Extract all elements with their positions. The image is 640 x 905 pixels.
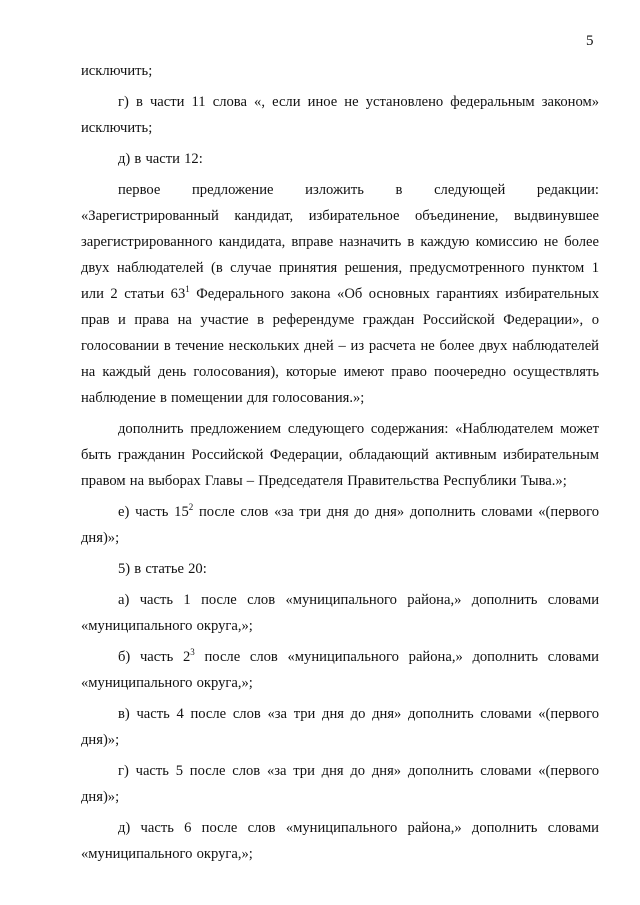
paragraph [81, 644, 599, 696]
paragraph-text: после слов «за три дня до дня» дополнить словами «(первого дня)»; [81, 504, 600, 546]
superscript: 3 [190, 647, 195, 658]
paragraph: г) часть 5 после слов «за три дня до дня» дополнить словами «(первого дня)»; [81, 763, 599, 805]
paragraph: в) часть 4 после слов «за три дня до дня» дополнить словами «(первого дня)»; [81, 706, 599, 748]
paragraph [81, 177, 599, 411]
paragraph: 5) в статье 20: [118, 561, 207, 577]
superscript: 2 [188, 502, 194, 513]
paragraph: г) в части 11 слова «, если иное не установлено федеральным законом» исключить; [81, 94, 599, 136]
paragraph-text: е) часть 15 [118, 504, 189, 520]
paragraph-text: Федерального закона «Об основных гарантиях избирательных прав и права на участие в референдуме граждан Российской Федерации», о голосовании в течение нескольких дней – из расчета не более двух наблюдателей на каждый день голосования), которые имеют право поочередно осуществлять наблюдение в помещении для голосования.»; [81, 286, 599, 406]
paragraph: а) часть 1 после слов «муниципального района,» дополнить словами «муниципального округа,»; [81, 592, 599, 634]
paragraph: исключить; [81, 63, 153, 79]
paragraph [81, 499, 599, 551]
paragraph-text: первое предложение изложить в следующей редакции: «Зарегистрированный кандидат, избирательное объединение, выдвинувшее зарегистрированного кандидата, вправе назначить в каждую комиссию не более двух наблюдателей (в случае принятия решения, предусмотренного пунктом 1 или 2 статьи 63 [81, 182, 599, 302]
superscript: 1 [185, 284, 190, 295]
paragraph: д) часть 6 после слов «муниципального района,» дополнить словами «муниципального округа,»; [81, 820, 599, 862]
document-body [81, 58, 599, 872]
paragraph: д) в части 12: [118, 151, 203, 167]
paragraph-text: после слов «муниципального района,» дополнить словами «муниципального округа,»; [81, 649, 599, 691]
page-number: 5 [586, 33, 594, 49]
paragraph-text: б) часть 2 [118, 649, 191, 665]
paragraph: дополнить предложением следующего содержания: «Наблюдателем может быть гражданин Российской Федерации, обладающий активным избирательным правом на выборах Главы – Председателя Правительства Республики Тыва.»; [81, 421, 599, 489]
